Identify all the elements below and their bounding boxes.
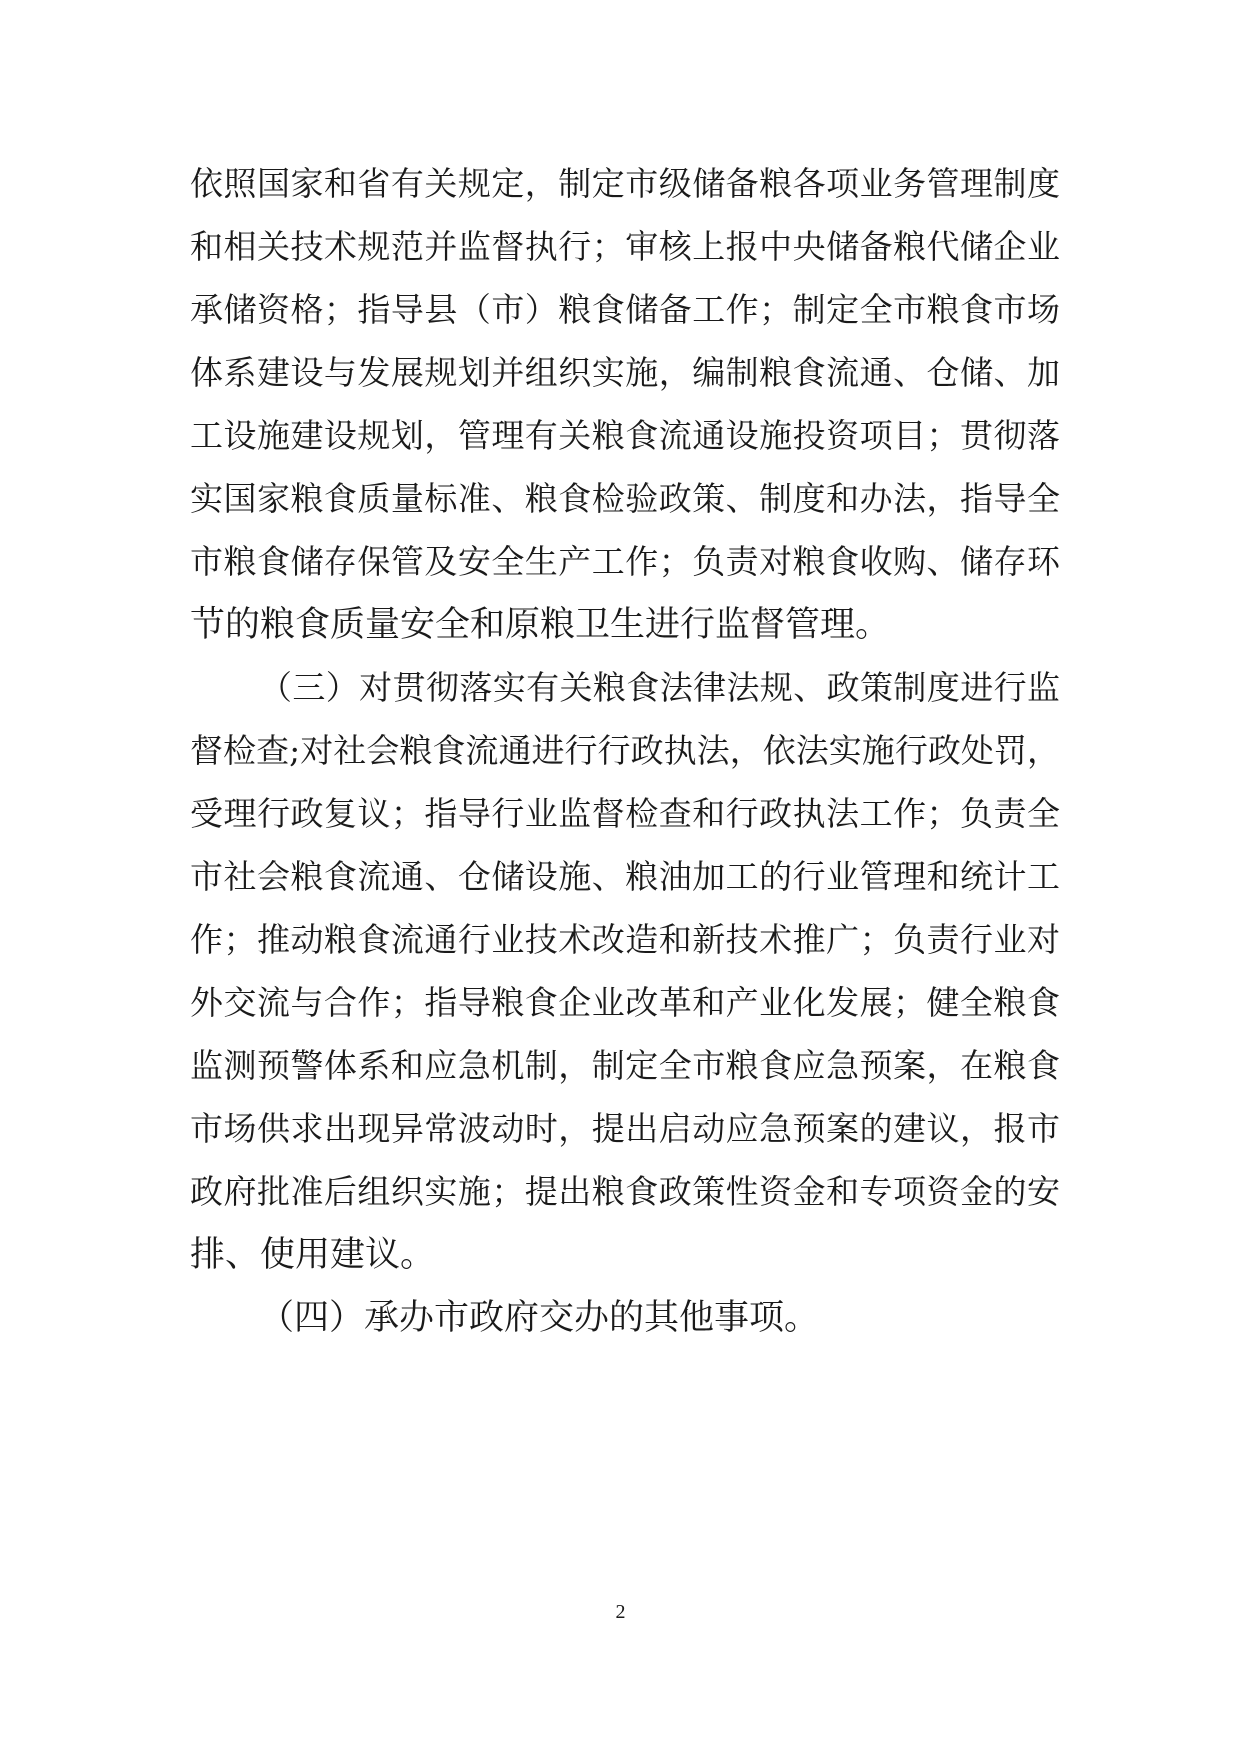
paragraph-2-line-7: 监测预警体系和应急机制，制定全市粮食应急预案，在粮食 <box>190 1046 1060 1085</box>
paragraph-1-line-5: 工设施建设规划，管理有关粮食流通设施投资项目；贯彻落 <box>190 416 1060 455</box>
paragraph-2-line-1: （三）对贯彻落实有关粮食法律法规、政策制度进行监 <box>259 668 1060 707</box>
paragraph-1-line-3: 承储资格；指导县（市）粮食储备工作；制定全市粮食市场 <box>190 290 1060 329</box>
paragraph-2-line-8: 市场供求出现异常波动时，提出启动应急预案的建议，报市 <box>190 1109 1060 1148</box>
paragraph-2-line-4: 市社会粮食流通、仓储设施、粮油加工的行业管理和统计工 <box>190 857 1060 896</box>
paragraph-2-line-9: 政府批准后组织实施；提出粮食政策性资金和专项资金的安 <box>190 1172 1060 1211</box>
paragraph-2-line-3: 受理行政复议；指导行业监督检查和行政执法工作；负责全 <box>190 794 1060 833</box>
paragraph-2-line-2: 督检查;对社会粮食流通进行行政执法，依法实施行政处罚， <box>190 731 1060 770</box>
paragraph-1-line-6: 实国家粮食质量标准、粮食检验政策、制度和办法，指导全 <box>190 479 1060 518</box>
paragraph-1-line-7: 市粮食储存保管及安全生产工作；负责对粮食收购、储存环 <box>190 542 1060 581</box>
page-number: 2 <box>615 1601 626 1623</box>
paragraph-1-line-4: 体系建设与发展规划并组织实施，编制粮食流通、仓储、加 <box>190 353 1060 392</box>
paragraph-1-line-1: 依照国家和省有关规定，制定市级储备粮各项业务管理制度 <box>190 164 1060 203</box>
paragraph-1-line-8: 节的粮食质量安全和原粮卫生进行监督管理。 <box>190 605 891 645</box>
paragraph-2-line-6: 外交流与合作；指导粮食企业改革和产业化发展；健全粮食 <box>190 983 1060 1022</box>
paragraph-2-line-10: 排、使用建议。 <box>190 1235 436 1275</box>
paragraph-2-line-5: 作；推动粮食流通行业技术改造和新技术推广；负责行业对 <box>190 920 1060 959</box>
paragraph-3-line-1: （四）承办市政府交办的其他事项。 <box>259 1298 820 1338</box>
paragraph-1-line-2: 和相关技术规范并监督执行；审核上报中央储备粮代储企业 <box>190 227 1060 266</box>
